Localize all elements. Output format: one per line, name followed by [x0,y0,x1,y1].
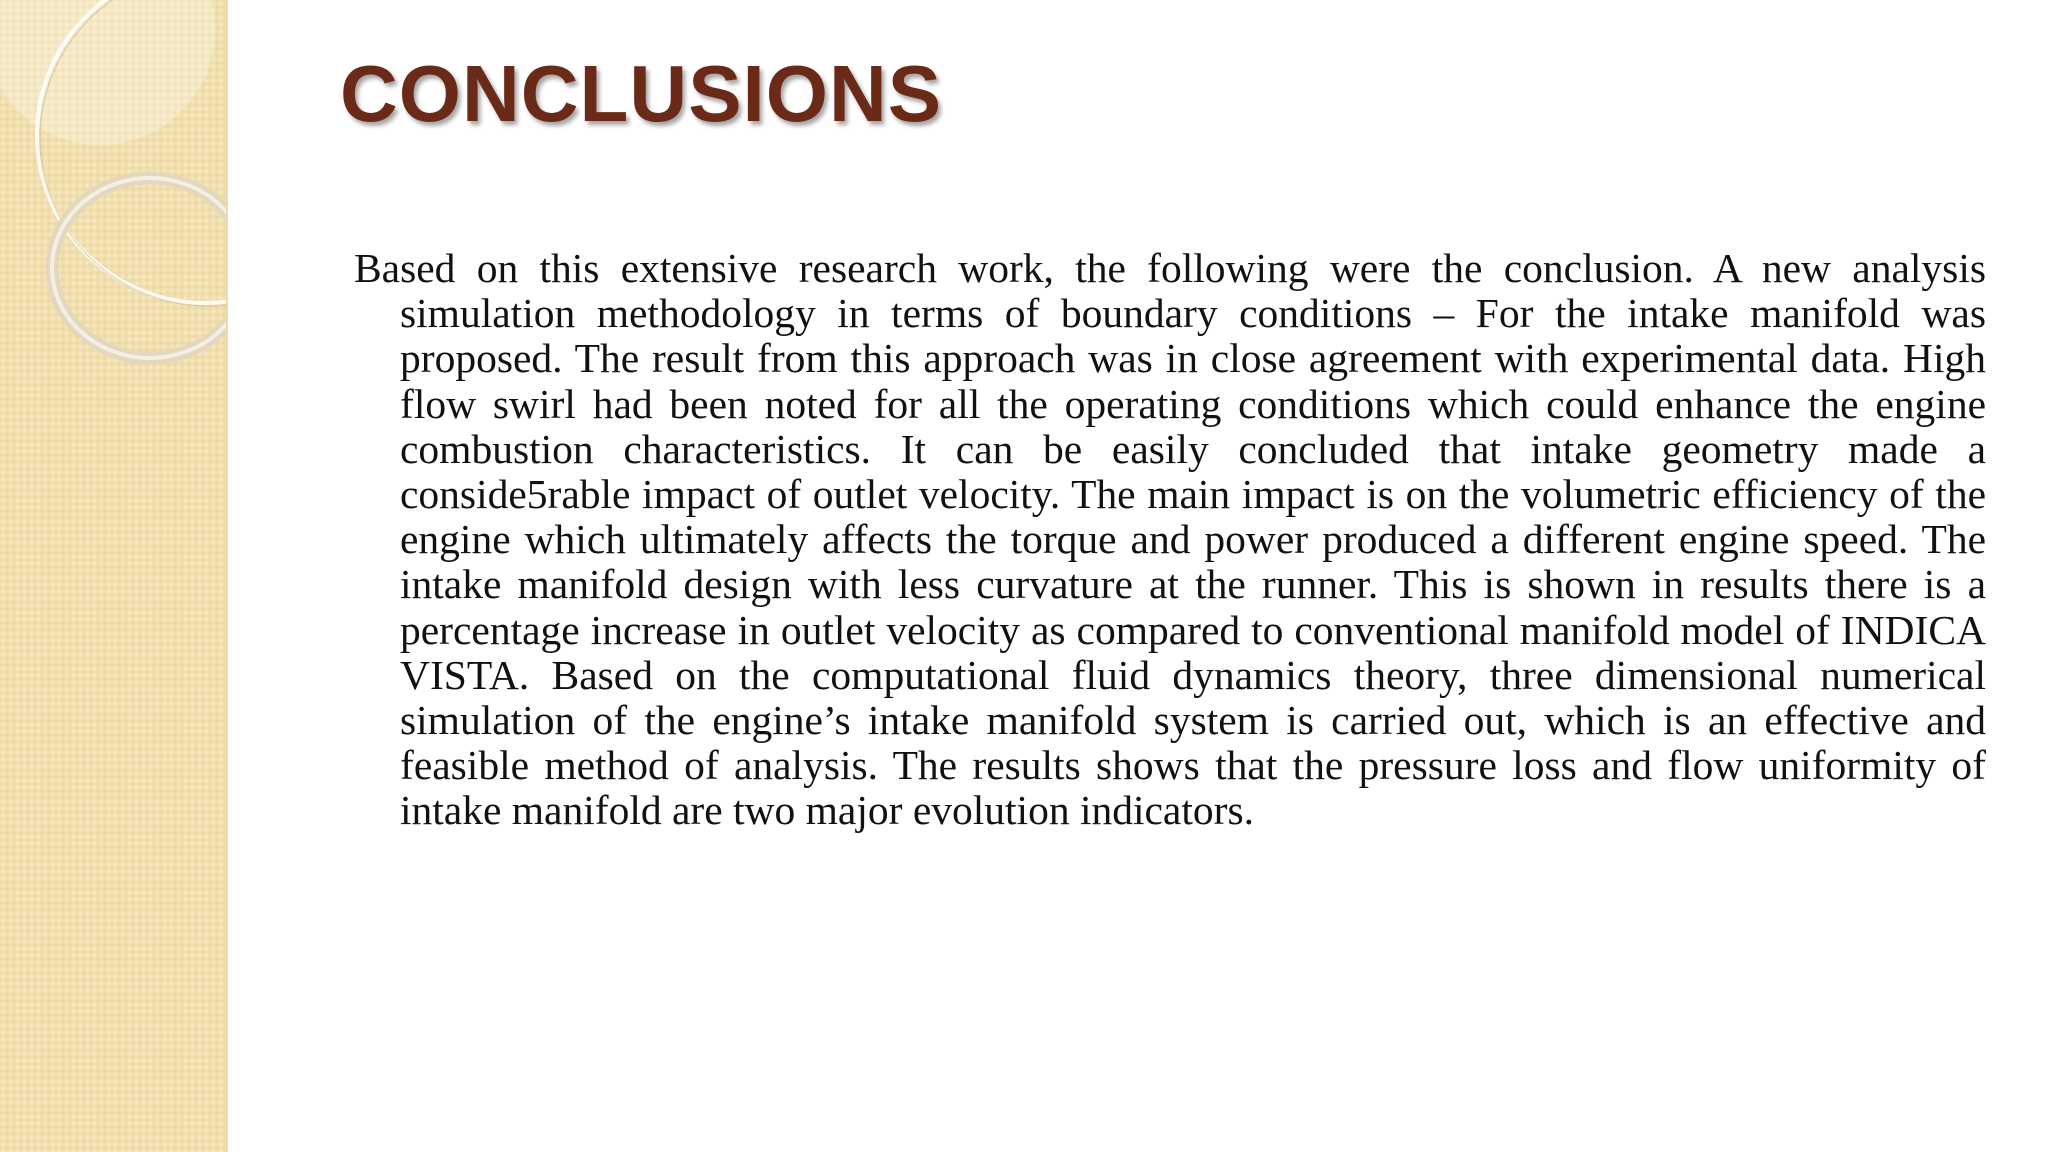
band-edge-divider [226,0,228,1152]
slide-title: CONCLUSIONS [340,49,943,138]
decorative-rings [0,0,228,420]
decorative-side-band [0,0,228,1152]
conclusion-paragraph: Based on this extensive research work, the following were the conclusion. A new analysis simulation methodology in terms of boundary conditions – For the intake manifold was proposed. The result from this approach was in close agreement with experimental data. High flow swirl had been noted for all the operating conditions which could enhance the engine combustion characteristics. It can be easily concluded that intake geometry made a conside5rable impact of outlet velocity. The main impact is on the volumetric efficiency of the engine which ultimately affects the torque and power produced a different engine speed. The intake manifold design with less curvature at the runner. This is shown in results there is a percentage increase in outlet velocity as compared to conventional manifold model of INDICA VISTA. Based on the computational fluid dynamics theory, three dimensional numerical simulation of the engine’s intake manifold system is carried out, which is an effective and feasible method of analysis. The results shows that the pressure loss and flow uniformity of intake manifold are two major evolution indicators. [354,245,1986,834]
